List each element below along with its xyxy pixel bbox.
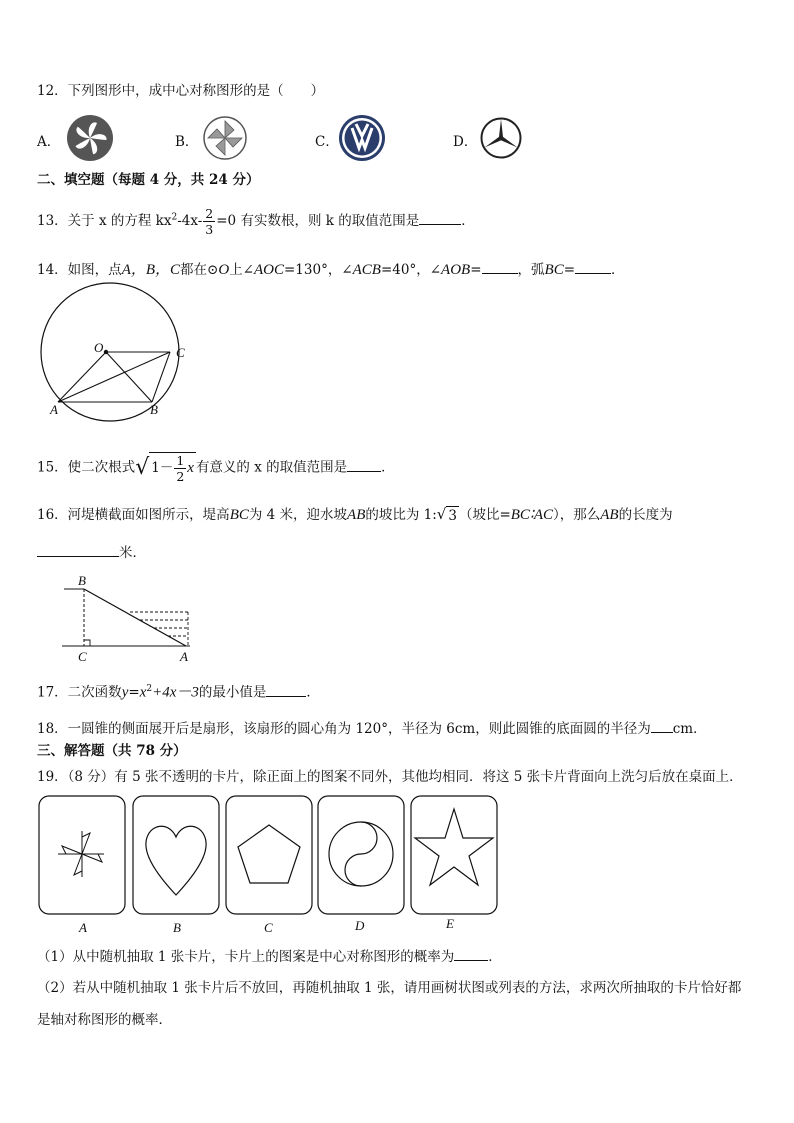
label-c: C <box>176 345 185 360</box>
label-a: A <box>50 402 58 417</box>
q14-stem: 14．如图，点A，B，C都在⊙O上∠AOC=130°，∠ACB=40°，∠AOB= ，弧BC= ． <box>37 259 625 279</box>
q13-answer-blank[interactable] <box>419 210 461 225</box>
label-c: C <box>78 649 87 664</box>
card-e <box>411 796 497 914</box>
card-label-b: B <box>173 920 181 935</box>
option-d-letter: D． <box>453 134 478 150</box>
q19-stem: 19．（8 分）有 5 张不透明的卡片，除正面上的图案不同外，其他均相同．将这 5 张卡片背面向上洗匀后放在桌面上． <box>37 769 743 785</box>
q17-answer-blank[interactable] <box>266 682 306 697</box>
section-2-heading: 二、填空题（每题 4 分，共 24 分） <box>37 172 260 188</box>
q19-answer-blank[interactable] <box>454 946 488 961</box>
card-label-a: A <box>79 920 87 935</box>
volkswagen-logo-icon <box>338 114 386 162</box>
q18-answer-blank[interactable] <box>651 718 673 733</box>
mercedes-star-icon <box>480 117 522 159</box>
option-d[interactable] <box>453 130 477 150</box>
q14-answer-blank-2[interactable] <box>575 259 611 274</box>
q16-embankment-figure <box>58 572 198 666</box>
q15-stem: 15．使二次根式√ 1－ $\frac{1}{2}$ x 有意义的 x 的取值范围是 ． <box>37 453 395 484</box>
q14-circle-figure <box>36 282 206 432</box>
card-label-d: D <box>355 918 365 933</box>
pinwheel-icon <box>203 116 247 160</box>
bauhinia-flag-icon <box>66 114 114 162</box>
label-b: B <box>150 402 158 417</box>
q18-stem: 18．一圆锥的侧面展开后是扇形，该扇形的圆心角为 120°，半径为 6cm，则此圆锥的底面圆的半径为 cm． <box>37 718 707 738</box>
card-c <box>226 796 312 914</box>
card-label-c: C <box>264 920 273 935</box>
option-c-letter: C． <box>315 134 339 150</box>
q12-stem: 12．下列图形中，成中心对称图形的是（ ） <box>37 83 325 99</box>
q13-stem: 13．关于 x 的方程 $kx^2-4x-$ $\frac{2}{3}$ =0 有实数根，则 k 的取值范围是 ． <box>37 206 475 237</box>
card-a <box>39 796 125 914</box>
q19-sub2-line2: 是轴对称图形的概率． <box>37 1012 172 1028</box>
card-b <box>133 796 219 914</box>
option-a-letter: A． <box>37 134 61 150</box>
option-b[interactable] <box>175 130 198 150</box>
q15-answer-blank[interactable] <box>347 457 381 472</box>
label-b: B <box>78 573 86 588</box>
card-label-e: E <box>446 916 454 931</box>
label-o: O <box>94 340 104 355</box>
label-a: A <box>180 649 188 664</box>
q19-sub1: （1）从中随机抽取 1 张卡片，卡片上的图案是中心对称图形的概率为 ． <box>37 946 502 966</box>
q16-answer-line: 米． <box>37 542 146 562</box>
q16-answer-blank[interactable] <box>37 542 119 557</box>
section-3-heading: 三、解答题（共 78 分） <box>37 743 187 759</box>
q19-sub2-line1: （2）若从中随机抽取 1 张卡片后不放回，再随机抽取 1 张，请用画树状图或列表的方法，求两次所抽取的卡片恰好都 <box>37 980 742 996</box>
q14-answer-blank-1[interactable] <box>482 259 518 274</box>
option-c[interactable] <box>315 130 339 150</box>
option-b-letter: B． <box>175 134 199 150</box>
q16-stem: 16．河堤横截面如图所示，堤高BC为 4 米，迎水坡AB的坡比为 1:√ 3 （坡比=BC∶AC），那么AB的长度为 <box>37 505 673 524</box>
q19-cards <box>38 795 498 917</box>
option-a[interactable] <box>37 130 60 150</box>
card-d <box>318 796 404 914</box>
q17-stem: 17．二次函数$y=x^2+4x-3$的最小值是 ． <box>37 680 320 702</box>
